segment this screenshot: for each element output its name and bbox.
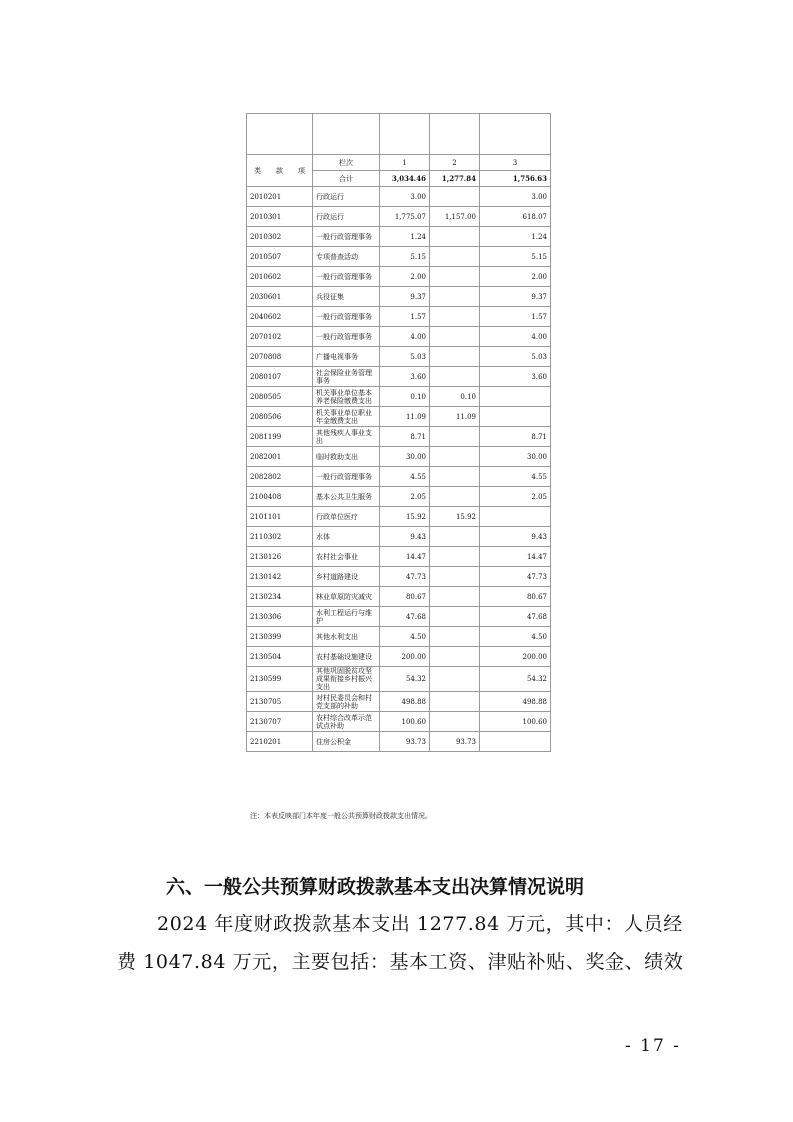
row-v2 xyxy=(430,667,480,692)
table-row xyxy=(247,467,551,487)
row-v3: 618.07 xyxy=(480,207,551,227)
row-v1: 47.68 xyxy=(380,607,430,627)
table-row xyxy=(247,547,551,567)
table-row xyxy=(247,732,551,752)
row-code: 2080506 xyxy=(247,407,313,427)
row-v2 xyxy=(430,627,480,647)
row-code: 2130705 xyxy=(247,692,313,712)
row-v3: 1.57 xyxy=(480,307,551,327)
row-name: 住房公积金 xyxy=(313,732,380,752)
row-v1: 200.00 xyxy=(380,647,430,667)
row-code: 2030601 xyxy=(247,287,313,307)
row-v3: 5.03 xyxy=(480,347,551,367)
row-code: 2130707 xyxy=(247,712,313,732)
row-code: 2101101 xyxy=(247,507,313,527)
row-v2 xyxy=(430,287,480,307)
header-xiang: 项 xyxy=(298,166,305,175)
table-row xyxy=(247,712,551,732)
row-v2 xyxy=(430,187,480,207)
row-v2 xyxy=(430,547,480,567)
row-name: 机关事业单位基本养老保险缴费支出 xyxy=(313,387,380,407)
row-code: 2100408 xyxy=(247,487,313,507)
row-v3: 8.71 xyxy=(480,427,551,447)
row-v3: 3.00 xyxy=(480,187,551,207)
table-row xyxy=(247,407,551,427)
row-v1: 1.24 xyxy=(380,227,430,247)
row-v1: 0.10 xyxy=(380,387,430,407)
row-v2: 11.09 xyxy=(430,407,480,427)
row-v1: 4.00 xyxy=(380,327,430,347)
table-row xyxy=(247,527,551,547)
row-v1: 4.50 xyxy=(380,627,430,647)
row-code: 2010302 xyxy=(247,227,313,247)
row-name: 农村综合改革示范试点补助 xyxy=(313,712,380,732)
row-name: 水体 xyxy=(313,527,380,547)
row-name: 其他残疾人事业支出 xyxy=(313,427,380,447)
table-row xyxy=(247,487,551,507)
row-code: 2130599 xyxy=(247,667,313,692)
total-v1: 3,034.46 xyxy=(380,171,430,187)
row-name: 农村基础设施建设 xyxy=(313,647,380,667)
row-v3: 9.37 xyxy=(480,287,551,307)
row-v1: 47.73 xyxy=(380,567,430,587)
row-v3: 100.60 xyxy=(480,712,551,732)
table-row xyxy=(247,507,551,527)
table-row xyxy=(247,327,551,347)
header-col2: 2 xyxy=(430,155,480,171)
row-code: 2010602 xyxy=(247,267,313,287)
row-v2 xyxy=(430,367,480,387)
paragraph-line-2: 费 1047.84 万元，主要包括：基本工资、津贴补贴、奖金、绩效 xyxy=(117,951,684,973)
row-v1: 498.88 xyxy=(380,692,430,712)
row-v3: 54.32 xyxy=(480,667,551,692)
row-code: 2081199 xyxy=(247,427,313,447)
table-row xyxy=(247,692,551,712)
row-v1: 14.47 xyxy=(380,547,430,567)
row-code: 2130234 xyxy=(247,587,313,607)
row-v3: 2.05 xyxy=(480,487,551,507)
row-v3: 4.00 xyxy=(480,327,551,347)
total-v2: 1,277.84 xyxy=(430,171,480,187)
row-name: 兵役征集 xyxy=(313,287,380,307)
row-v1: 8.71 xyxy=(380,427,430,447)
table-row xyxy=(247,207,551,227)
row-v2 xyxy=(430,427,480,447)
table-row xyxy=(247,247,551,267)
row-v1: 11.09 xyxy=(380,407,430,427)
table-row xyxy=(247,607,551,627)
row-name: 一般行政管理事务 xyxy=(313,267,380,287)
row-v2 xyxy=(430,607,480,627)
table-row xyxy=(247,647,551,667)
row-v1: 5.15 xyxy=(380,247,430,267)
row-v3: 5.15 xyxy=(480,247,551,267)
table-row xyxy=(247,187,551,207)
row-v1: 100.60 xyxy=(380,712,430,732)
row-name: 临时救助支出 xyxy=(313,447,380,467)
row-v2 xyxy=(430,227,480,247)
row-v1: 4.55 xyxy=(380,467,430,487)
row-v1: 2.05 xyxy=(380,487,430,507)
row-code: 2070102 xyxy=(247,327,313,347)
row-v3: 9.43 xyxy=(480,527,551,547)
row-v3: 4.50 xyxy=(480,627,551,647)
row-v2 xyxy=(430,267,480,287)
row-code: 2130306 xyxy=(247,607,313,627)
total-label: 合计 xyxy=(313,171,380,187)
row-code: 2080505 xyxy=(247,387,313,407)
row-name: 一般行政管理事务 xyxy=(313,467,380,487)
row-v3: 47.68 xyxy=(480,607,551,627)
row-v1: 9.37 xyxy=(380,287,430,307)
table-row xyxy=(247,287,551,307)
row-code: 2210201 xyxy=(247,732,313,752)
row-v2 xyxy=(430,327,480,347)
table-row xyxy=(247,587,551,607)
row-v3 xyxy=(480,407,551,427)
row-name: 乡村道路建设 xyxy=(313,567,380,587)
paragraph-line-1: 2024 年度财政拨款基本支出 1277.84 万元，其中：人员经 xyxy=(157,913,683,935)
row-v2 xyxy=(430,712,480,732)
row-code: 2082001 xyxy=(247,447,313,467)
row-v2: 15.92 xyxy=(430,507,480,527)
row-v3 xyxy=(480,507,551,527)
header-lei: 类 xyxy=(254,166,261,175)
row-name: 行政运行 xyxy=(313,207,380,227)
row-name: 一般行政管理事务 xyxy=(313,307,380,327)
row-v2 xyxy=(430,247,480,267)
table-header-row xyxy=(247,155,551,171)
table-row xyxy=(247,367,551,387)
expenditure-table-container xyxy=(246,113,550,752)
header-kuan: 款 xyxy=(276,166,283,175)
row-name: 机关事业单位职业年金缴费支出 xyxy=(313,407,380,427)
expenditure-table xyxy=(246,113,551,752)
table-row xyxy=(247,347,551,367)
row-name: 行政运行 xyxy=(313,187,380,207)
row-v2 xyxy=(430,487,480,507)
header-col1: 1 xyxy=(380,155,430,171)
row-v1: 9.43 xyxy=(380,527,430,547)
header-col3: 3 xyxy=(480,155,551,171)
row-v2 xyxy=(430,467,480,487)
row-v3: 2.00 xyxy=(480,267,551,287)
row-v2 xyxy=(430,527,480,547)
row-name: 其他水利支出 xyxy=(313,627,380,647)
row-v1: 93.73 xyxy=(380,732,430,752)
row-code: 2070808 xyxy=(247,347,313,367)
row-code: 2130142 xyxy=(247,567,313,587)
table-blank-header-row xyxy=(247,114,551,155)
table-row xyxy=(247,567,551,587)
row-name: 基本公共卫生服务 xyxy=(313,487,380,507)
row-v3: 3.60 xyxy=(480,367,551,387)
row-v2 xyxy=(430,347,480,367)
row-code: 2130504 xyxy=(247,647,313,667)
row-v1: 80.67 xyxy=(380,587,430,607)
row-code: 2130126 xyxy=(247,547,313,567)
row-v3: 4.55 xyxy=(480,467,551,487)
row-code: 2010301 xyxy=(247,207,313,227)
row-code: 2010507 xyxy=(247,247,313,267)
header-lanci: 栏次 xyxy=(313,155,380,171)
table-row xyxy=(247,267,551,287)
row-v2 xyxy=(430,692,480,712)
row-v1: 5.03 xyxy=(380,347,430,367)
row-v3: 30.00 xyxy=(480,447,551,467)
page-number: - 17 - xyxy=(625,1036,681,1056)
row-name: 一般行政管理事务 xyxy=(313,327,380,347)
row-v1: 2.00 xyxy=(380,267,430,287)
table-row xyxy=(247,667,551,692)
row-code: 2080107 xyxy=(247,367,313,387)
row-code: 2110302 xyxy=(247,527,313,547)
row-name: 水利工程运行与维护 xyxy=(313,607,380,627)
row-name: 行政单位医疗 xyxy=(313,507,380,527)
row-v2 xyxy=(430,447,480,467)
row-v3: 498.88 xyxy=(480,692,551,712)
table-row xyxy=(247,387,551,407)
row-name: 社会保险业务管理事务 xyxy=(313,367,380,387)
row-v2: 0.10 xyxy=(430,387,480,407)
row-name: 广播电视事务 xyxy=(313,347,380,367)
row-v1: 15.92 xyxy=(380,507,430,527)
row-v3: 80.67 xyxy=(480,587,551,607)
row-v3: 14.47 xyxy=(480,547,551,567)
row-v2: 1,157.00 xyxy=(430,207,480,227)
row-v1: 1,775.07 xyxy=(380,207,430,227)
row-v2: 93.73 xyxy=(430,732,480,752)
header-classification-cell xyxy=(247,155,313,187)
row-name: 对村民委员会和村党支部的补助 xyxy=(313,692,380,712)
row-code: 2082802 xyxy=(247,467,313,487)
row-v1: 1.57 xyxy=(380,307,430,327)
row-v3: 1.24 xyxy=(480,227,551,247)
row-name: 农村社会事业 xyxy=(313,547,380,567)
row-v1: 54.32 xyxy=(380,667,430,692)
row-code: 2010201 xyxy=(247,187,313,207)
row-name: 一般行政管理事务 xyxy=(313,227,380,247)
section-heading: 六、一般公共预算财政拨款基本支出决算情况说明 xyxy=(166,876,585,898)
row-v2 xyxy=(430,647,480,667)
row-name: 林业草原防灾减灾 xyxy=(313,587,380,607)
table-row xyxy=(247,447,551,467)
row-v1: 3.60 xyxy=(380,367,430,387)
table-note: 注：本表反映部门本年度一般公共预算财政拨款支出情况。 xyxy=(250,812,432,820)
table-row xyxy=(247,307,551,327)
table-body xyxy=(247,114,551,752)
row-v2 xyxy=(430,567,480,587)
total-v3: 1,756.63 xyxy=(480,171,551,187)
table-row xyxy=(247,427,551,447)
row-v2 xyxy=(430,587,480,607)
row-v3: 47.73 xyxy=(480,567,551,587)
table-row xyxy=(247,227,551,247)
row-v3 xyxy=(480,387,551,407)
row-v3 xyxy=(480,732,551,752)
row-name: 其他巩固脱贫攻坚成果衔接乡村振兴支出 xyxy=(313,667,380,692)
row-code: 2130399 xyxy=(247,627,313,647)
row-v2 xyxy=(430,307,480,327)
row-v3: 200.00 xyxy=(480,647,551,667)
row-name: 专项普查活动 xyxy=(313,247,380,267)
row-v1: 30.00 xyxy=(380,447,430,467)
row-code: 2040602 xyxy=(247,307,313,327)
table-row xyxy=(247,627,551,647)
row-v1: 3.00 xyxy=(380,187,430,207)
